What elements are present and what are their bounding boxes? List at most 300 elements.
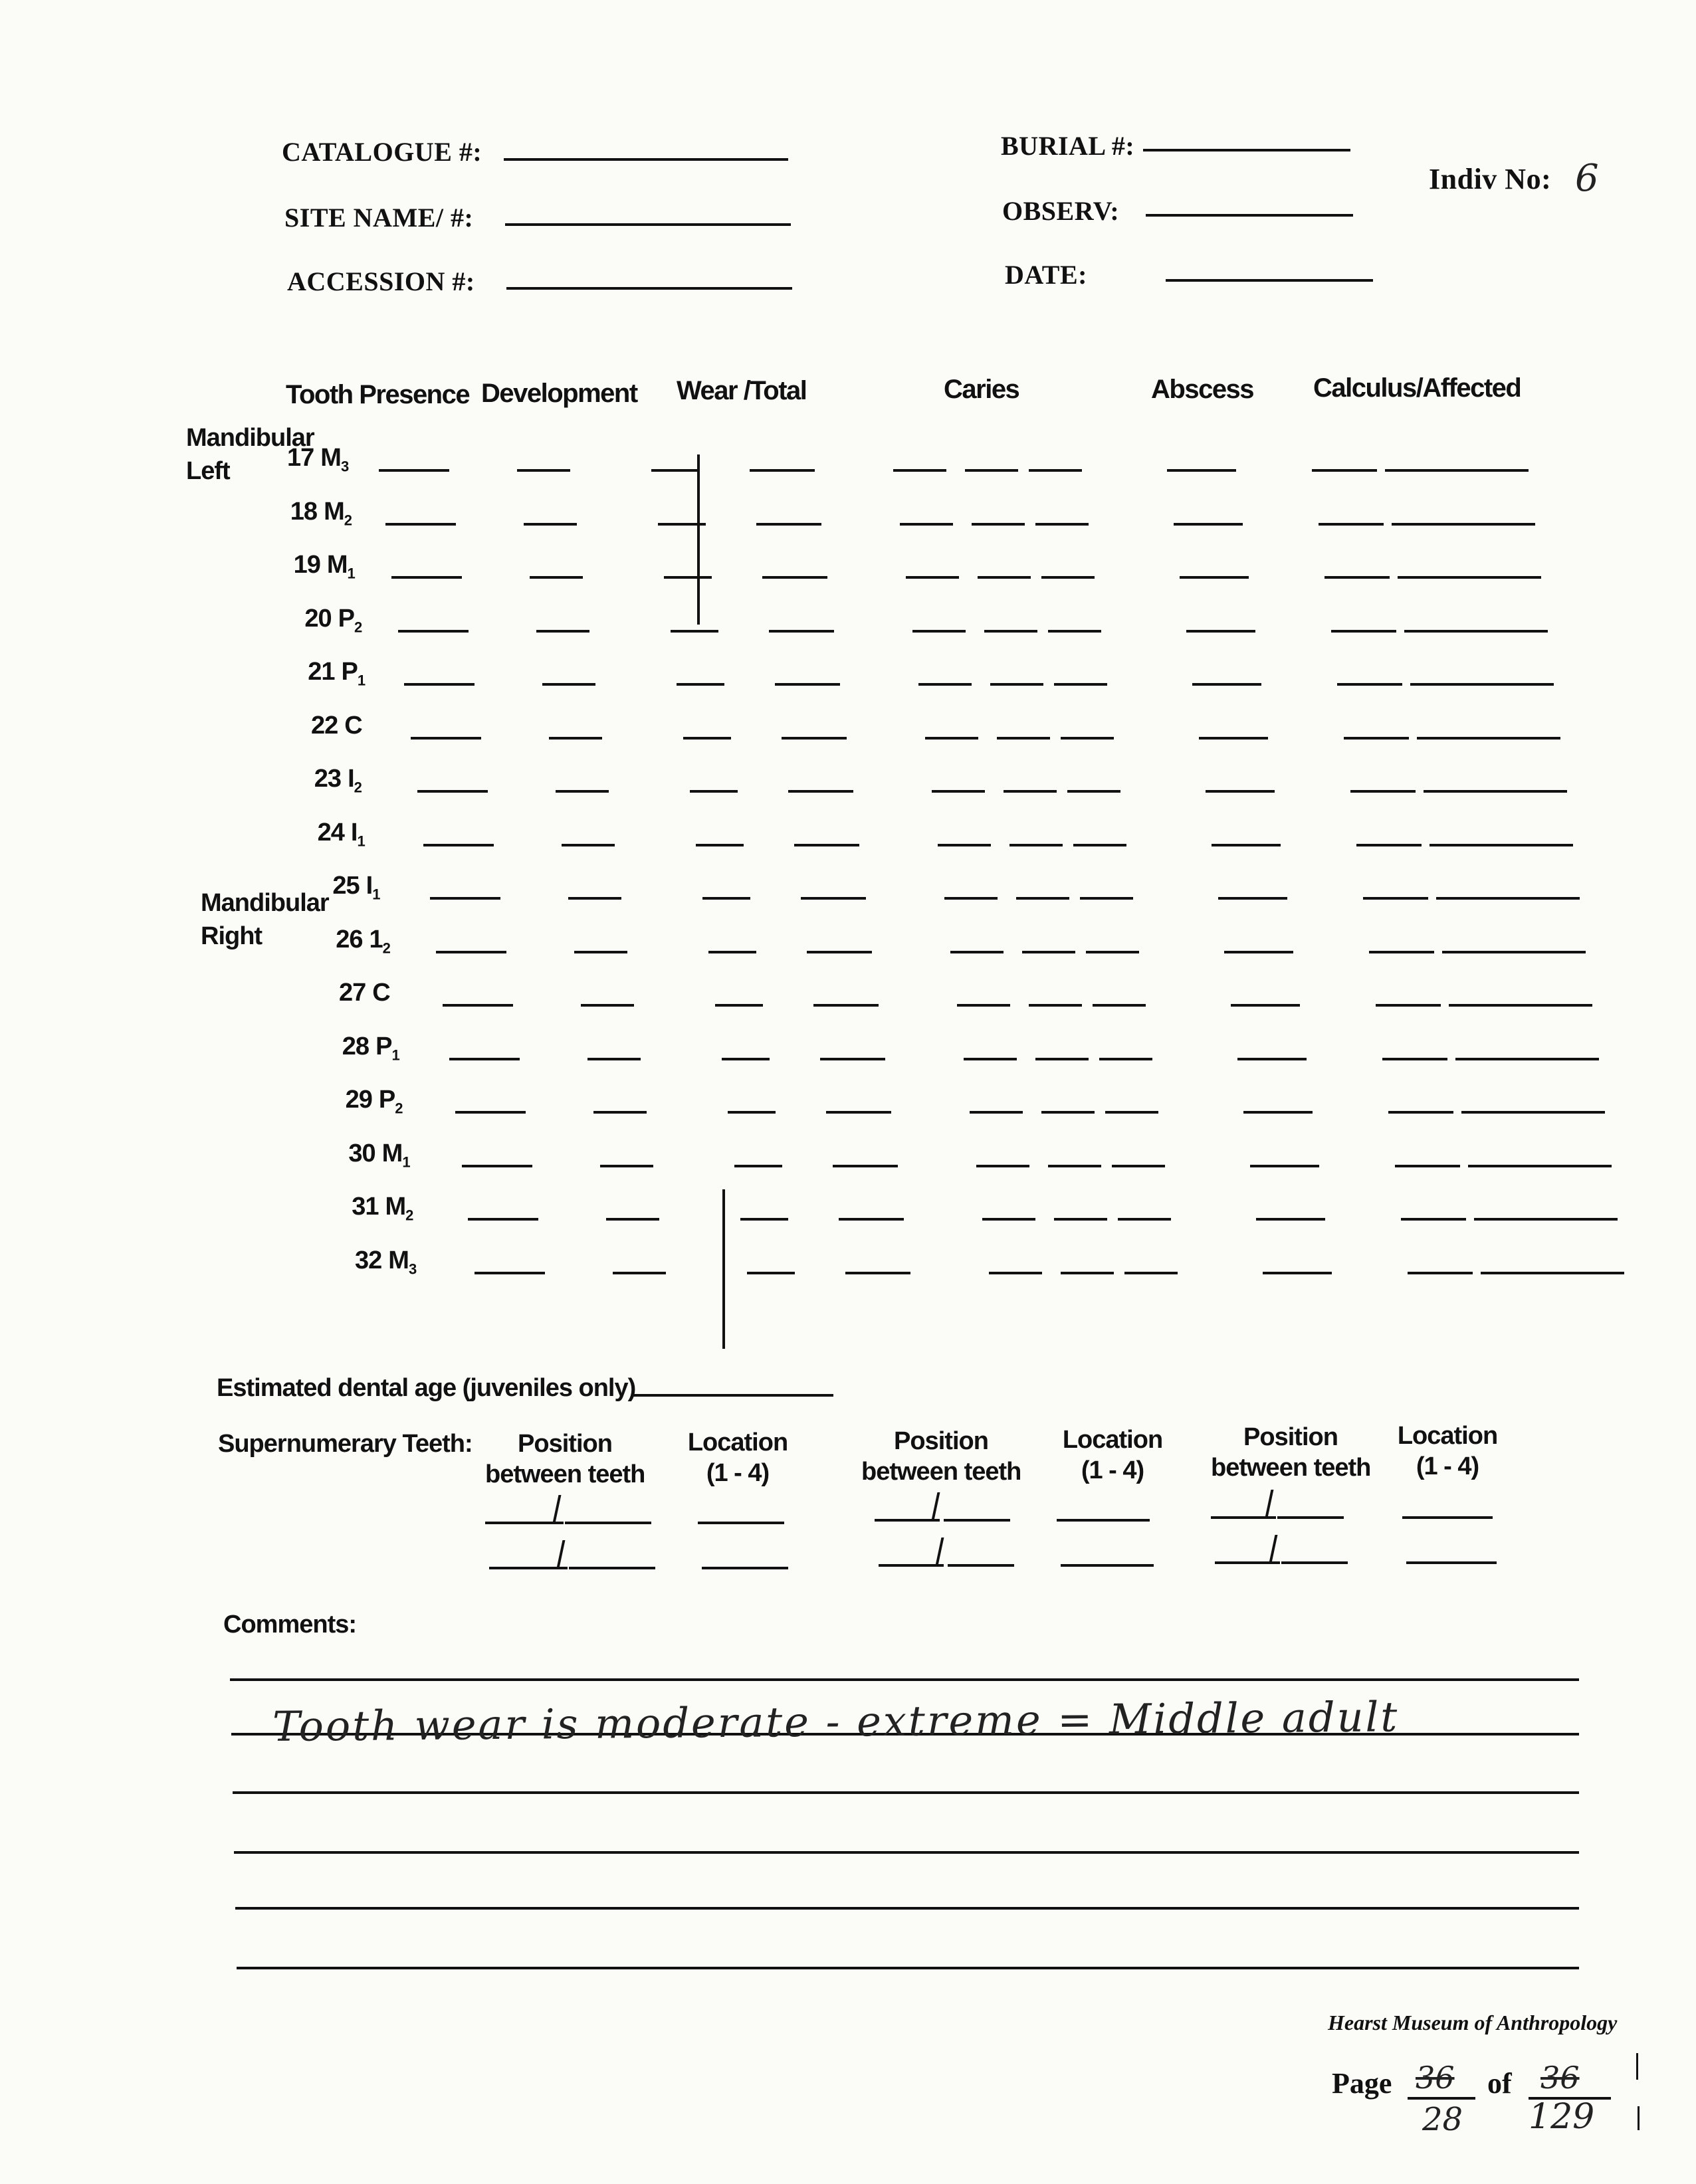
tooth-subscript: 1 [347,565,355,582]
development-field[interactable] [600,1165,653,1167]
tooth-number: 19 [293,551,320,579]
affected-field[interactable] [1410,683,1554,686]
wear-field[interactable] [683,737,731,740]
development-field[interactable] [524,523,577,526]
tooth-label [342,1033,399,1064]
presence-field[interactable] [462,1165,532,1167]
caries-field-2[interactable] [1048,1165,1101,1167]
tooth-row [0,1078,1696,1131]
presence-field[interactable] [379,469,449,472]
affected-field[interactable] [1474,1218,1618,1221]
tooth-code: M [381,1139,403,1167]
abscess-field[interactable] [1263,1272,1332,1274]
caries-field-2[interactable] [1009,844,1063,846]
affected-field[interactable] [1392,523,1535,526]
abscess-field[interactable] [1237,1058,1307,1060]
tooth-number: 30 [348,1139,375,1167]
wear-field[interactable] [664,576,712,579]
total-field[interactable] [833,1165,898,1167]
presence-field[interactable] [475,1272,545,1274]
comments-handwritten: Tooth wear is moderate - extreme = Middle adult [272,1692,1400,1751]
location-field[interactable] [1061,1564,1154,1567]
position-field-b[interactable] [565,1522,651,1524]
slash-separator [936,1538,944,1565]
tooth-row [0,543,1696,596]
slash-separator [1265,1490,1274,1518]
total-field[interactable] [839,1218,904,1221]
caries-field-2[interactable] [1035,1058,1089,1060]
caries-field-3[interactable] [1048,630,1101,633]
abscess-field[interactable] [1186,630,1255,633]
col-abscess: Abscess [1151,375,1254,404]
caries-field-3[interactable] [1080,897,1133,900]
tooth-row [0,650,1696,703]
tooth-label [287,444,348,476]
caries-field-3[interactable] [1118,1218,1171,1221]
tooth-subscript: 1 [357,672,366,689]
abscess-field[interactable] [1192,683,1261,686]
col-development: Development [481,379,637,408]
affected-field[interactable] [1449,1004,1592,1007]
caries-field-3[interactable] [1073,844,1126,846]
caries-field-2[interactable] [1016,897,1069,900]
tooth-number: 24 [317,818,344,846]
affected-field[interactable] [1468,1165,1612,1167]
development-field[interactable] [593,1111,647,1114]
caries-field-1[interactable] [957,1004,1010,1007]
development-field[interactable] [542,683,595,686]
abscess-field[interactable] [1212,844,1281,846]
caries-field-1[interactable] [970,1111,1023,1114]
location-field[interactable] [1057,1519,1150,1522]
development-field[interactable] [562,844,615,846]
tooth-label [314,765,362,797]
caries-field-1[interactable] [938,844,991,846]
position-field-a[interactable] [875,1519,940,1522]
abscess-field[interactable] [1224,951,1293,953]
development-field[interactable] [517,469,570,472]
page-label: Page [1332,2067,1392,2100]
development-field[interactable] [581,1004,634,1007]
tooth-row [0,704,1696,757]
slash-separator [932,1492,940,1520]
tooth-code: M [324,497,344,526]
caries-field-3[interactable] [1067,790,1120,793]
supernumerary-position-2: Position between teeth [861,1427,1021,1486]
total-field[interactable] [756,523,821,526]
caries-field-1[interactable] [944,897,998,900]
development-field[interactable] [587,1058,641,1060]
presence-field[interactable] [455,1111,526,1114]
tooth-code: C [372,979,390,1007]
abscess-field[interactable] [1243,1111,1313,1114]
site-name-field[interactable] [505,223,791,226]
tooth-number: 18 [290,497,318,526]
presence-field[interactable] [385,523,456,526]
caries-field-3[interactable] [1041,576,1095,579]
wear-divider-upper [697,454,700,625]
abscess-field[interactable] [1199,737,1268,740]
tooth-subscript: 1 [357,833,365,850]
tooth-code: P [378,1086,395,1114]
wear-field[interactable] [708,951,756,953]
date-field[interactable] [1166,279,1373,282]
tooth-label [355,1246,416,1278]
presence-field[interactable] [404,683,475,686]
caries-field-3[interactable] [1061,737,1114,740]
affected-field[interactable] [1417,737,1560,740]
supernumerary-position-3: Position between teeth [1211,1423,1371,1482]
caries-field-1[interactable] [912,630,966,633]
tooth-code: P [338,604,355,633]
affected-field[interactable] [1398,576,1541,579]
burial-field[interactable] [1143,149,1350,151]
caries-field-1[interactable] [900,523,953,526]
tooth-row [0,1132,1696,1185]
caries-field-1[interactable] [893,469,946,472]
comment-line[interactable] [233,1791,1579,1794]
calculus-field[interactable] [1376,1004,1441,1007]
affected-field[interactable] [1436,897,1580,900]
position-field-b[interactable] [948,1564,1014,1567]
tooth-subscript: 1 [402,1153,410,1171]
tooth-number: 25 [332,872,360,900]
tooth-row [0,757,1696,810]
tooth-subscript: 3 [340,458,349,475]
position-field-b[interactable] [1281,1561,1348,1564]
abscess-field[interactable] [1218,897,1287,900]
supernumerary-location-2: Location (1 - 4) [1062,1426,1163,1484]
abscess-field[interactable] [1250,1165,1319,1167]
wear-field[interactable] [715,1004,763,1007]
position-field-b[interactable] [1277,1516,1344,1519]
museum-name: Hearst Museum of Anthropology [1328,2011,1618,2035]
caries-field-2[interactable] [978,576,1031,579]
burial-label: BURIAL #: [1001,131,1135,161]
tooth-row [0,864,1696,917]
calculus-field[interactable] [1319,523,1384,526]
tooth-label [348,1140,409,1171]
calculus-field[interactable] [1408,1272,1473,1274]
tooth-number: 32 [355,1246,382,1274]
total-field[interactable] [750,469,815,472]
caries-field-1[interactable] [906,576,959,579]
affected-field[interactable] [1481,1272,1624,1274]
caries-field-1[interactable] [932,790,985,793]
tooth-number: 17 [287,444,314,472]
tooth-row [0,1185,1696,1238]
tooth-subscript: 2 [395,1100,403,1117]
supernumerary-location-3: Location (1 - 4) [1397,1422,1498,1480]
abscess-field[interactable] [1206,790,1275,793]
estimated-age-label: Estimated dental age (juveniles only) [217,1374,636,1402]
wear-field[interactable] [747,1272,795,1274]
total-field[interactable] [762,576,827,579]
development-field[interactable] [536,630,589,633]
development-field[interactable] [530,576,583,579]
tooth-subscript: 2 [382,940,390,957]
total-field[interactable] [826,1111,891,1114]
presence-field[interactable] [443,1004,513,1007]
slash-separator [557,1540,566,1568]
development-field[interactable] [613,1272,666,1274]
total-field[interactable] [801,897,866,900]
caries-field-2[interactable] [965,469,1018,472]
total-field[interactable] [769,630,834,633]
caries-field-1[interactable] [918,683,972,686]
tooth-label [352,1193,413,1225]
calculus-field[interactable] [1344,737,1409,740]
comment-line[interactable] [234,1851,1579,1854]
calculus-field[interactable] [1363,897,1428,900]
presence-field[interactable] [449,1058,520,1060]
observ-field[interactable] [1146,214,1353,217]
comments-label: Comments: [223,1611,357,1638]
caries-field-3[interactable] [1035,523,1089,526]
position-field-a[interactable] [879,1564,944,1567]
calculus-field[interactable] [1312,469,1377,472]
caries-field-3[interactable] [1093,1004,1146,1007]
tooth-code: M [388,1246,409,1274]
wear-field[interactable] [651,469,699,472]
supernumerary-position-1: Position between teeth [485,1430,645,1488]
margin-tick [1636,2053,1638,2080]
presence-field[interactable] [398,630,469,633]
tooth-subscript: 3 [408,1260,417,1278]
presence-field[interactable] [430,897,500,900]
wear-field[interactable] [671,630,718,633]
location-field[interactable] [702,1567,788,1569]
affected-field[interactable] [1461,1111,1605,1114]
wear-field[interactable] [734,1165,782,1167]
tooth-label [332,872,379,904]
tooth-code: I [350,818,358,846]
total-field[interactable] [820,1058,885,1060]
wear-field[interactable] [722,1058,770,1060]
tooth-subscript: 2 [344,512,352,529]
tooth-code: I [348,765,354,793]
position-field-b[interactable] [944,1519,1010,1522]
tooth-subscript: 2 [354,779,362,796]
development-field[interactable] [556,790,609,793]
tooth-label [294,551,355,583]
tooth-label [318,819,365,850]
col-wear-total: Wear /Total [677,376,807,405]
tooth-code: P [341,658,358,686]
page-printed-number: 36 [1416,2060,1455,2096]
position-field-a[interactable] [489,1567,568,1569]
tooth-number: 31 [352,1193,379,1221]
tooth-subscript: 2 [405,1207,413,1224]
of-label: of [1487,2067,1512,2100]
caries-field-3[interactable] [1124,1272,1178,1274]
abscess-field[interactable] [1174,523,1243,526]
tooth-row [0,918,1696,971]
caries-field-3[interactable] [1105,1111,1158,1114]
wear-field[interactable] [702,897,750,900]
calculus-field[interactable] [1356,844,1422,846]
tooth-label [339,979,390,1011]
total-field[interactable] [845,1272,910,1274]
section-mandibular-right: Mandibular Right [201,889,329,950]
presence-field[interactable] [417,790,488,793]
location-field[interactable] [698,1522,784,1524]
indiv-label: Indiv No: [1429,163,1552,195]
tooth-subscript: 1 [391,1046,399,1064]
calculus-field[interactable] [1369,951,1434,953]
wear-field[interactable] [677,683,724,686]
presence-field[interactable] [423,844,494,846]
calculus-field[interactable] [1350,790,1416,793]
caries-field-2[interactable] [1022,951,1075,953]
tooth-row [0,597,1696,650]
caries-field-2[interactable] [997,737,1050,740]
total-field[interactable] [782,737,847,740]
slash-separator [553,1495,562,1523]
affected-field[interactable] [1442,951,1586,953]
presence-field[interactable] [468,1218,538,1221]
caries-field-1[interactable] [976,1165,1029,1167]
catalogue-field[interactable] [504,158,788,161]
tooth-label [346,1086,403,1118]
calculus-field[interactable] [1331,630,1396,633]
affected-field[interactable] [1430,844,1573,846]
tooth-number: 27 [339,979,366,1007]
total-field[interactable] [813,1004,879,1007]
supernumerary-location-1: Location (1 - 4) [687,1429,788,1487]
tooth-label [304,605,362,637]
supernumerary-label: Supernumerary Teeth: [218,1430,473,1458]
affected-field[interactable] [1424,790,1567,793]
caries-field-2[interactable] [972,523,1025,526]
tooth-code: I [366,872,373,900]
tooth-subscript: 2 [354,619,362,636]
caries-field-2[interactable] [984,630,1037,633]
col-calculus-affected: Calculus/Affected [1313,373,1521,403]
col-tooth-presence: Tooth Presence [286,380,470,409]
tooth-row [0,1025,1696,1078]
total-field[interactable] [807,951,872,953]
caries-field-2[interactable] [1041,1111,1095,1114]
caries-field-3[interactable] [1029,469,1082,472]
tooth-code: M [320,444,341,472]
calculus-field[interactable] [1395,1165,1460,1167]
tooth-code: C [344,711,362,740]
wear-field[interactable] [690,790,738,793]
wear-divider-lower [722,1189,725,1349]
wear-field[interactable] [696,844,744,846]
development-field[interactable] [568,897,621,900]
tooth-code: 1 [369,925,383,953]
comment-line[interactable] [230,1678,1579,1681]
position-field-a[interactable] [485,1522,564,1524]
calculus-field[interactable] [1325,576,1390,579]
presence-field[interactable] [436,951,506,953]
affected-field[interactable] [1404,630,1548,633]
total-field[interactable] [775,683,840,686]
tooth-number: 23 [314,765,342,793]
caries-field-2[interactable] [1054,1218,1107,1221]
tooth-number: 21 [308,658,335,686]
date-label: DATE: [1005,260,1087,290]
affected-field[interactable] [1385,469,1529,472]
tooth-row [0,811,1696,864]
calculus-field[interactable] [1382,1058,1447,1060]
total-field[interactable] [794,844,859,846]
calculus-field[interactable] [1337,683,1402,686]
tooth-row [0,436,1696,489]
abscess-field[interactable] [1256,1218,1325,1221]
caries-field-3[interactable] [1054,683,1107,686]
wear-field[interactable] [728,1111,776,1114]
caries-field-1[interactable] [989,1272,1042,1274]
location-field[interactable] [1406,1561,1497,1564]
abscess-field[interactable] [1167,469,1236,472]
caries-field-2[interactable] [1004,790,1057,793]
caries-field-3[interactable] [1112,1165,1165,1167]
caries-field-3[interactable] [1086,951,1139,953]
development-field[interactable] [606,1218,659,1221]
caries-field-2[interactable] [990,683,1043,686]
wear-field[interactable] [740,1218,788,1221]
caries-field-1[interactable] [964,1058,1017,1060]
accession-label: ACCESSION #: [287,266,475,296]
tooth-row [0,971,1696,1024]
estimated-age-field[interactable] [631,1394,833,1397]
presence-field[interactable] [391,576,462,579]
affected-field[interactable] [1455,1058,1599,1060]
tooth-number: 26 [336,925,363,953]
accession-field[interactable] [506,287,792,290]
caries-field-1[interactable] [950,951,1004,953]
location-field[interactable] [1402,1516,1493,1519]
tooth-label [290,498,352,530]
total-handwritten-number: 129 [1529,2097,1595,2137]
indiv-value: 6 [1575,157,1599,200]
catalogue-label: CATALOGUE #: [282,137,482,167]
position-field-b[interactable] [569,1567,655,1569]
development-field[interactable] [574,951,627,953]
caries-field-2[interactable] [1061,1272,1114,1274]
comment-line[interactable] [237,1967,1579,1969]
presence-field[interactable] [411,737,481,740]
tooth-label [336,926,390,957]
page-number-underline [1408,2097,1475,2100]
tooth-code: P [375,1032,392,1060]
abscess-field[interactable] [1231,1004,1300,1007]
tooth-number: 28 [342,1032,370,1060]
calculus-field[interactable] [1388,1111,1453,1114]
tooth-code: M [326,551,348,579]
slash-separator [1269,1535,1278,1563]
abscess-field[interactable] [1180,576,1249,579]
development-field[interactable] [549,737,602,740]
col-caries: Caries [944,375,1019,404]
caries-field-1[interactable] [925,737,978,740]
observ-label: OBSERV: [1002,196,1120,226]
tooth-label [311,712,362,744]
section-mandibular-left: Mandibular Left [186,424,314,485]
calculus-field[interactable] [1401,1218,1466,1221]
total-field[interactable] [788,790,853,793]
tooth-number: 22 [311,711,338,740]
caries-field-1[interactable] [982,1218,1035,1221]
caries-field-3[interactable] [1099,1058,1152,1060]
tooth-row [0,490,1696,543]
caries-field-2[interactable] [1029,1004,1082,1007]
comment-line[interactable] [235,1907,1579,1910]
tooth-row [0,1239,1696,1292]
